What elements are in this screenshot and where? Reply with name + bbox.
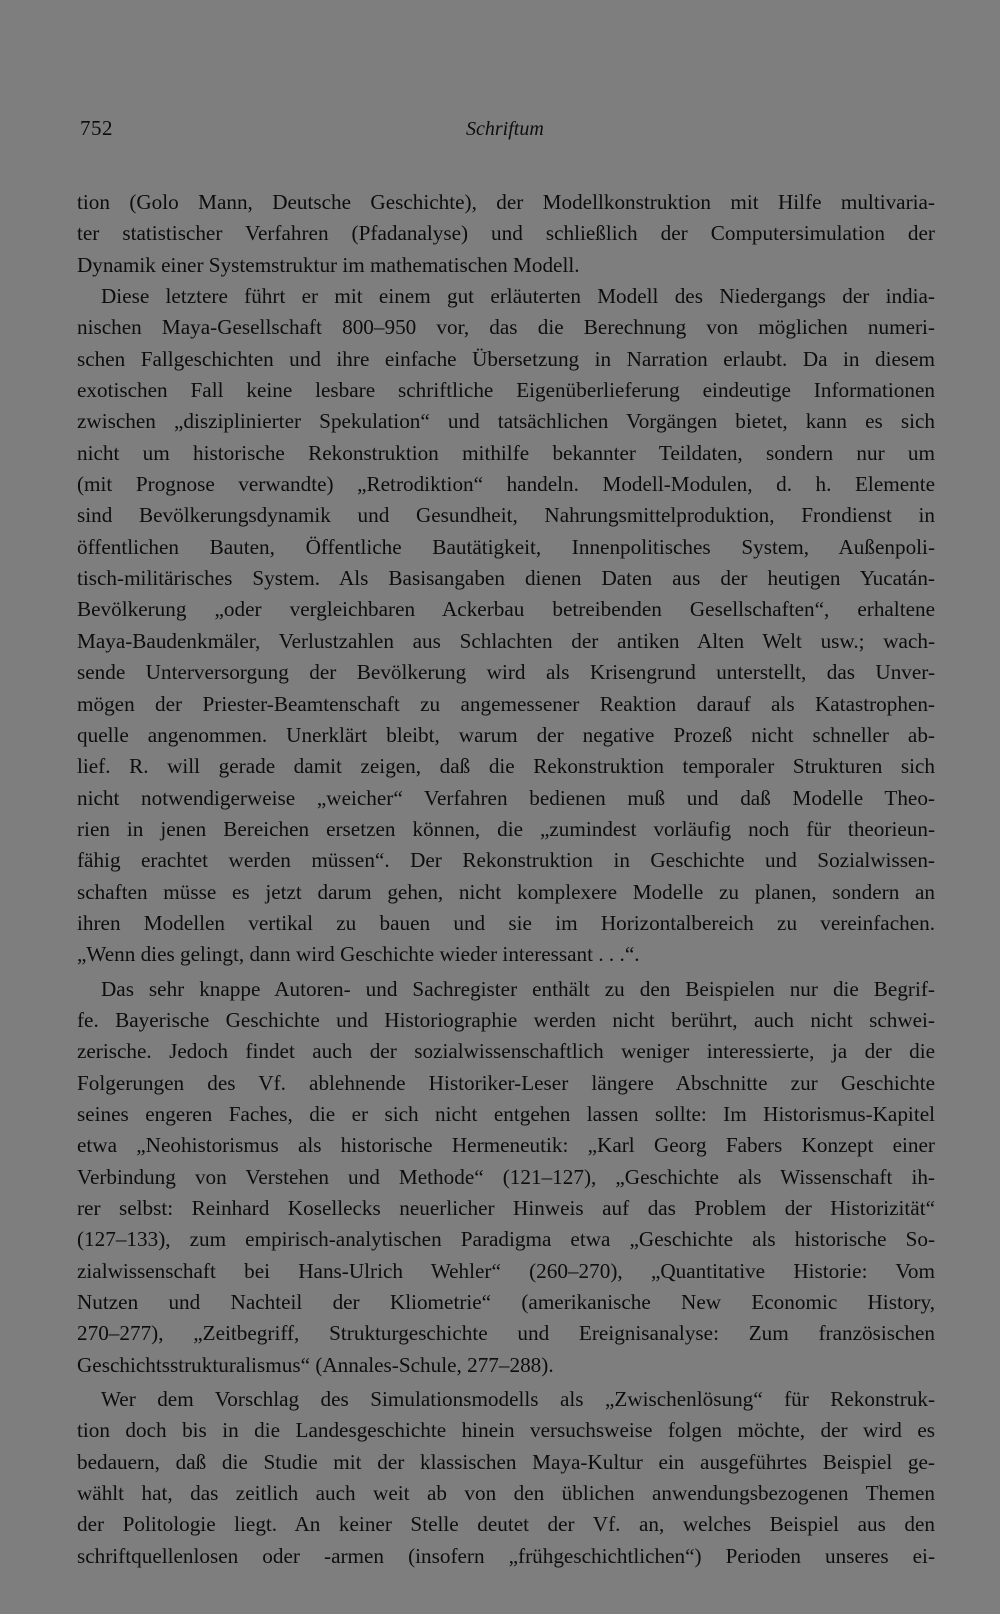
text-line: exotischen Fall keine lesbare schriftliche Eigenüberlieferung eindeutige Informationen bbox=[77, 378, 935, 403]
text-line: etwa „Neohistorismus als historische Hermeneutik: „Karl Georg Fabers Konzept einer bbox=[77, 1133, 935, 1158]
text-line: fe. Bayerische Geschichte und Historiographie werden nicht berührt, auch nicht schwei- bbox=[77, 1007, 935, 1032]
text-line: zwischen „disziplinierter Spekulation“ und tatsächlichen Vorgängen bietet, kann es sich bbox=[77, 409, 935, 434]
text-line: ter statistischer Verfahren (Pfadanalyse) und schließlich der Computersimulation der bbox=[77, 221, 935, 246]
text-line: Nutzen und Nachteil der Kliometrie“ (amerikanische New Economic History, bbox=[77, 1290, 935, 1315]
text-line: tisch-militärisches System. Als Basisangaben dienen Daten aus der heutigen Yucatán- bbox=[77, 566, 935, 591]
body-text bbox=[77, 187, 935, 1572]
text-line: quelle angenommen. Unerklärt bleibt, warum der negative Prozeß nicht schneller ab- bbox=[77, 722, 935, 747]
paragraph-start: Diese letztere führt er mit einem gut erläuterten Modell des Niedergangs der india- bbox=[101, 284, 935, 309]
text-line: wählt hat, das zeitlich auch weit ab von den üblichen anwendungsbezogenen Themen bbox=[77, 1481, 935, 1506]
text-line: Verbindung von Verstehen und Methode“ (121–127), „Geschichte als Wissenschaft ih- bbox=[77, 1164, 935, 1189]
text-line: der Politologie liegt. An keiner Stelle deutet der Vf. an, welches Beispiel aus den bbox=[77, 1512, 935, 1537]
text-line: zerische. Jedoch findet auch der sozialwissenschaftlich weniger interessierte, ja der die bbox=[77, 1039, 935, 1064]
text-line: fähig erachtet werden müssen“. Der Rekonstruktion in Geschichte und Sozialwissen- bbox=[77, 848, 935, 873]
text-line: schaften müsse es jetzt darum gehen, nicht komplexere Modelle zu planen, sondern an bbox=[77, 879, 935, 904]
text-line: sind Bevölkerungsdynamik und Gesundheit, Nahrungsmittelproduktion, Frondienst in bbox=[77, 503, 935, 528]
text-line: ihren Modellen vertikal zu bauen und sie im Horizontalbereich zu vereinfachen. bbox=[77, 910, 935, 935]
text-line: bedauern, daß die Studie mit der klassischen Maya-Kultur ein ausgeführtes Beispiel ge- bbox=[77, 1449, 935, 1474]
text-line: nicht notwendigerweise „weicher“ Verfahren bedienen muß und daß Modelle Theo- bbox=[77, 785, 935, 810]
text-line: Bevölkerung „oder vergleichbaren Ackerbau betreibenden Gesellschaften“, erhaltene bbox=[77, 597, 935, 622]
text-line: rer selbst: Reinhard Kosellecks neuerlicher Hinweis auf das Problem der Historizität“ bbox=[77, 1196, 935, 1220]
running-head: Schriftum bbox=[466, 118, 544, 140]
text-line: nicht um historische Rekonstruktion mithilfe bekannter Teildaten, sondern nur um bbox=[77, 440, 935, 465]
text-line: Folgerungen des Vf. ablehnende Historiker-Leser längere Abschnitte zur Geschichte bbox=[77, 1070, 935, 1095]
text-line: mögen der Priester-Beamtenschaft zu angemessener Reaktion darauf als Katastrophen- bbox=[77, 691, 935, 716]
text-line: zialwissenschaft bei Hans-Ulrich Wehler“ (260–270), „Quantitative Historie: Vom bbox=[77, 1258, 935, 1283]
page-number: 752 bbox=[80, 116, 113, 140]
text-line: Dynamik einer Systemstruktur im mathematischen Modell. bbox=[77, 252, 580, 277]
text-line: Geschichtsstrukturalismus“ (Annales-Schule, 277–288). bbox=[77, 1352, 554, 1377]
text-line: seines engeren Faches, die er sich nicht entgehen lassen sollte: Im Historismus-Kapitel bbox=[77, 1101, 935, 1126]
text-line: tion (Golo Mann, Deutsche Geschichte), der Modellkonstruktion mit Hilfe multivaria- bbox=[77, 190, 935, 214]
text-line: schriftquellenlosen oder -armen (insofern „frühgeschichtlichen“) Perioden unseres ei- bbox=[77, 1543, 935, 1568]
text-line: Maya-Baudenkmäler, Verlustzahlen aus Schlachten der antiken Alten Welt usw.; wach- bbox=[77, 628, 935, 653]
text-line: sende Unterversorgung der Bevölkerung wird als Krisengrund unterstellt, das Unver- bbox=[77, 660, 935, 685]
text-line: nischen Maya-Gesellschaft 800–950 vor, das die Berechnung von möglichen numeri- bbox=[77, 315, 935, 340]
text-line: (127–133), zum empirisch-analytischen Paradigma etwa „Geschichte als historische So- bbox=[77, 1227, 935, 1252]
paragraph-start: Wer dem Vorschlag des Simulationsmodells als „Zwischenlösung“ für Rekonstruk- bbox=[101, 1387, 935, 1412]
text-line: 270–277), „Zeitbegriff, Strukturgeschichte und Ereignisanalyse: Zum französischen bbox=[77, 1321, 935, 1346]
text-line: lief. R. will gerade damit zeigen, daß die Rekonstruktion temporaler Strukturen sich bbox=[77, 754, 935, 779]
text-line: öffentlichen Bauten, Öffentliche Bautätigkeit, Innenpolitisches System, Außenpoli- bbox=[77, 534, 935, 559]
text-line: „Wenn dies gelingt, dann wird Geschichte wieder interessant . . .“. bbox=[77, 942, 640, 967]
text-line: tion doch bis in die Landesgeschichte hinein versuchsweise folgen möchte, der wird es bbox=[77, 1418, 935, 1443]
text-line: (mit Prognose verwandte) „Retrodiktion“ handeln. Modell-Modulen, d. h. Elemente bbox=[77, 472, 935, 497]
text-line: schen Fallgeschichten und ihre einfache Übersetzung in Narration erlaubt. Da in diesem bbox=[77, 346, 935, 371]
text-line: rien in jenen Bereichen ersetzen können, die „zumindest vorläufig noch für theorieun- bbox=[77, 816, 935, 841]
paragraph-start: Das sehr knappe Autoren- und Sachregister enthält zu den Beispielen nur die Begrif- bbox=[101, 976, 935, 1001]
